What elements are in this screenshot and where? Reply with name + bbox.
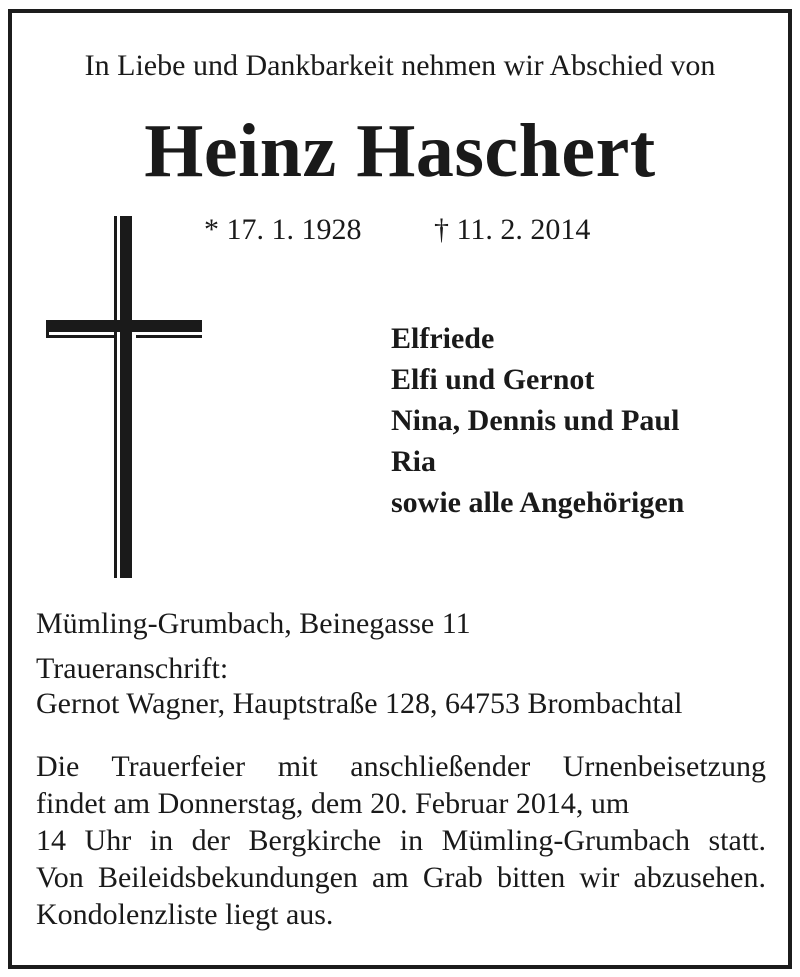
family-member: Elfriede: [391, 322, 495, 355]
intro-text: In Liebe und Dankbarkeit nehmen wir Abschied von: [84, 49, 716, 82]
death-date: † 11. 2. 2014: [434, 213, 591, 246]
ceremony-line: Von Beileidsbekundungen am Grab bitten wir abzusehen.: [36, 861, 766, 894]
family-list: [391, 318, 684, 523]
ceremony-line: findet am Donnerstag, dem 20. Februar 2014, um: [36, 787, 630, 820]
condolence-label: Traueranschrift:: [36, 652, 229, 685]
ceremony-line: Die Trauerfeier mit anschließender Urnenbeisetzung: [36, 750, 766, 783]
ceremony-text: [36, 748, 766, 933]
condolence-address: Gernot Wagner, Hauptstraße 128, 64753 Brombachtal: [36, 687, 683, 720]
deceased-name: Heinz Haschert: [144, 109, 656, 193]
birth-date: * 17. 1. 1928: [204, 213, 362, 246]
family-member: Nina, Dennis und Paul: [391, 404, 680, 437]
cross-icon: [46, 216, 202, 578]
ceremony-line: 14 Uhr in der Bergkirche in Mümling-Grumbach statt.: [36, 824, 766, 857]
family-member: sowie alle Angehörigen: [391, 486, 685, 519]
residence-address: Mümling-Grumbach, Beinegasse 11: [36, 607, 471, 640]
family-member: Elfi und Gernot: [391, 363, 595, 396]
ceremony-line: Kondolenzliste liegt aus.: [36, 898, 334, 931]
family-member: Ria: [391, 445, 436, 478]
